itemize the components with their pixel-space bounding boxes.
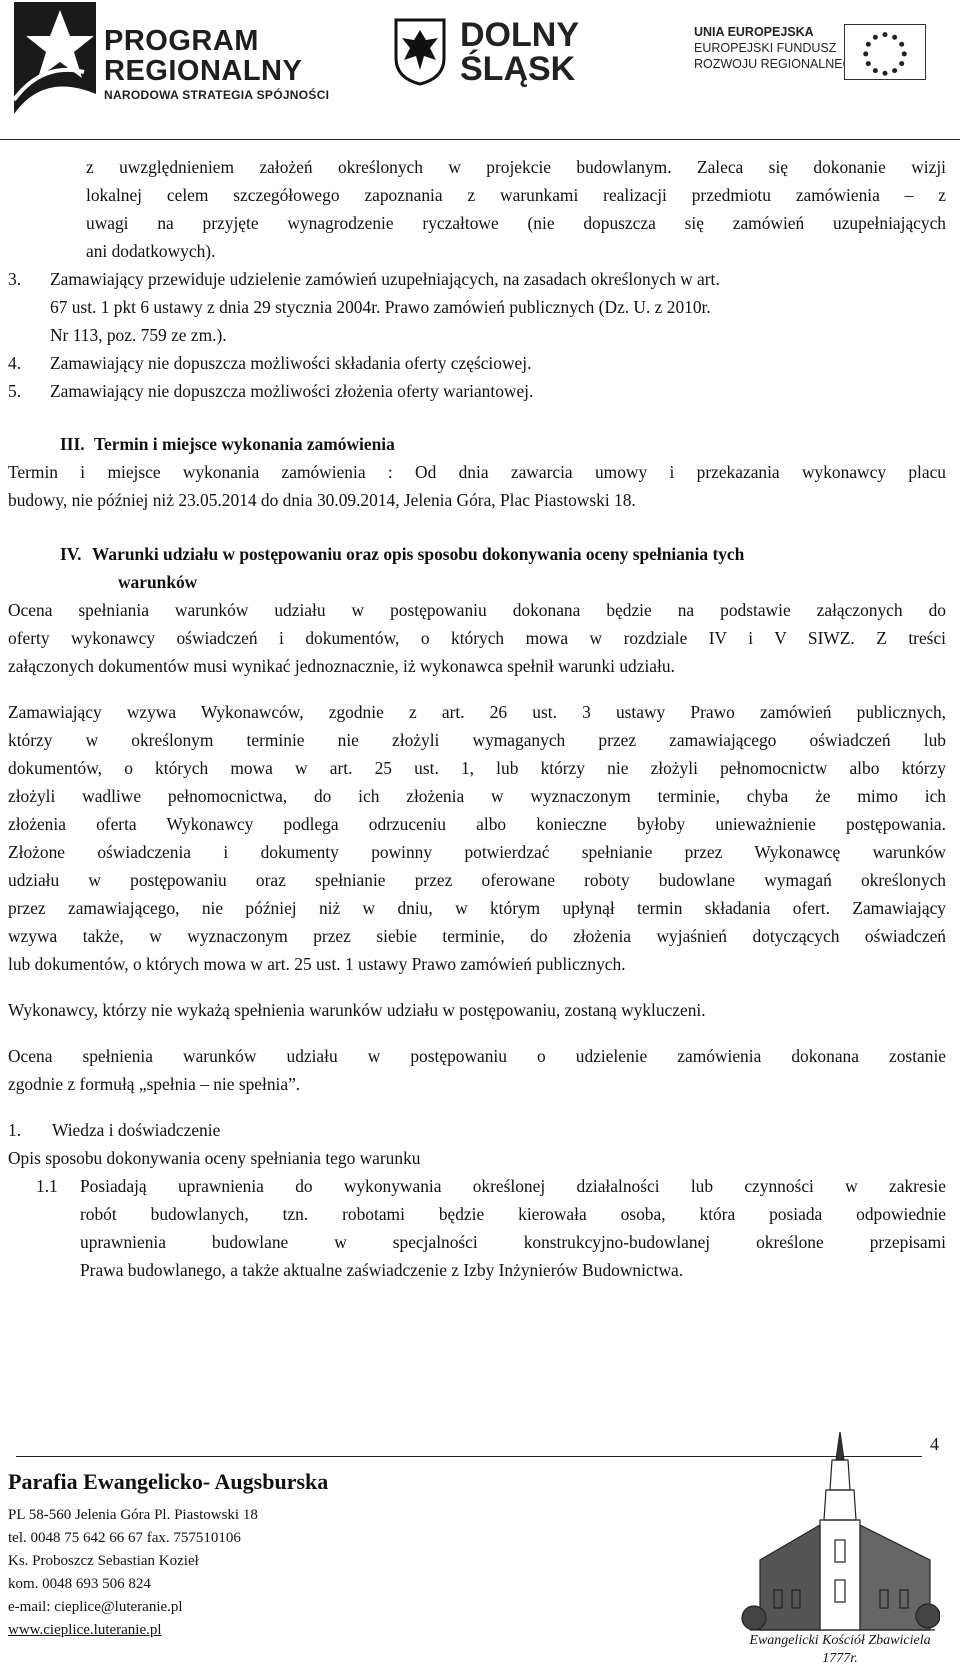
- text-line: Posiadają uprawnienia do wykonywania określonej działalności lub czynności w zakresie: [80, 1176, 946, 1196]
- header-divider: [0, 139, 960, 140]
- list-number: 1.1: [36, 1176, 58, 1196]
- parish-priest: Ks. Proboszcz Sebastian Kozieł: [8, 1553, 199, 1569]
- parish-phone: tel. 0048 75 642 66 67 fax. 757510106: [8, 1530, 241, 1546]
- program-regionalny-logo: [14, 2, 344, 114]
- dolny-label: DOLNY: [460, 16, 579, 54]
- parish-mobile: kom. 0048 693 506 824: [8, 1576, 151, 1592]
- text-line: załączonych dokumentów musi wynikać jednoznacznie, iż wykonawca spełnił warunki udziału.: [8, 656, 675, 676]
- text-line: którzy w określonym terminie nie złożyli wymaganych przez zamawiającego oświadczeń lub: [8, 730, 946, 750]
- text-line: robót budowlanych, tzn. robotami będzie kierowała osoba, która posiada odpowiednie: [80, 1204, 946, 1224]
- page-header: [0, 0, 960, 140]
- program-label: PROGRAM: [104, 25, 259, 57]
- text-line: oferty wykonawcy oświadczeń i dokumentów, o których mowa w rozdziale IV i V SIWZ. Z treści: [8, 628, 946, 648]
- text-line: Opis sposobu dokonywania oceny spełniania tego warunku: [8, 1148, 421, 1168]
- text-line: Wykonawcy, którzy nie wykażą spełnienia warunków udziału w postępowaniu, zostaną wykluczeni.: [8, 1000, 706, 1020]
- list-number: 1.: [8, 1120, 22, 1140]
- text-line: Prawa budowlanego, a także aktualne zaświadczenie z Izby Inżynierów Budownictwa.: [80, 1260, 684, 1280]
- eagle-crest-icon: [394, 18, 446, 86]
- parish-website-link[interactable]: www.cieplice.luteranie.pl: [8, 1622, 162, 1638]
- parish-name: Parafia Ewangelicko- Augsburska: [8, 1469, 329, 1494]
- text-line: Ocena spełnienia warunków udziału w postępowaniu o udzielenie zamówienia dokonana zostanie: [8, 1046, 946, 1066]
- text-line: Zamawiający przewiduje udzielenie zamówień uzupełniających, na zasadach określonych w art.: [50, 269, 720, 289]
- slask-label: ŚLĄSK: [460, 50, 576, 88]
- text-line: przez zamawiającego, nie później niż w dniu, w którym upłynął termin składania ofert. Zamawiający: [8, 898, 946, 918]
- parish-email[interactable]: e-mail: cieplice@luteranie.pl: [8, 1599, 183, 1615]
- parish-address: PL 58-560 Jelenia Góra Pl. Piastowski 18: [8, 1507, 258, 1523]
- church-caption: [740, 1632, 940, 1668]
- efrr-label-2: ROZWOJU REGIONALNEGO: [694, 57, 863, 71]
- text-line: Ocena spełniania warunków udziału w postępowaniu dokonana będzie na podstawie załączonych do: [8, 600, 946, 620]
- text-line: Złożone oświadczenia i dokumenty powinny potwierdzać spełnianie przez Wykonawcę warunków: [8, 842, 946, 862]
- efrr-label-1: EUROPEJSKI FUNDUSZ: [694, 41, 837, 55]
- text-line: zgodnie z formułą „spełnia – nie spełnia”.: [8, 1074, 301, 1094]
- list-number: 4.: [8, 353, 22, 373]
- section-title: Warunki udziału w postępowaniu oraz opis sposobu dokonywania oceny spełniania tych: [92, 544, 745, 564]
- section-title: warunków: [118, 572, 198, 592]
- text-line: 67 ust. 1 pkt 6 ustawy z dnia 29 stycznia 2004r. Prawo zamówień publicznych (Dz. U. z 2010r.: [50, 297, 711, 317]
- nss-label: NARODOWA STRATEGIA SPÓJNOŚCI: [104, 88, 330, 102]
- list-number: 5.: [8, 381, 22, 401]
- dolny-slask-logo: [394, 18, 604, 88]
- text-line: uprawnienia budowlane w specjalności konstrukcyjno-budowlanej określone przepisami: [80, 1232, 946, 1252]
- eu-flag-icon: [844, 24, 926, 80]
- text-line: Zamawiający nie dopuszcza możliwości złożenia oferty wariantowej.: [50, 381, 534, 401]
- text-line: lub dokumentów, o których mowa w art. 25 ust. 1 ustawy Prawo zamówień publicznych.: [8, 954, 626, 974]
- text-line: złożyli wadliwe pełnomocnictwa, do ich złożenia w wyznaczonym terminie, chyba że mimo ich: [8, 786, 946, 806]
- text-line: ani dodatkowych).: [86, 241, 216, 261]
- text-line: Nr 113, poz. 759 ze zm.).: [50, 325, 227, 345]
- section-number: IV.: [60, 544, 82, 564]
- list-number: 3.: [8, 269, 22, 289]
- text-line: Zamawiający wzywa Wykonawców, zgodnie z art. 26 ust. 3 ustawy Prawo zamówień publicznych,: [8, 702, 946, 722]
- text-line: Zamawiający nie dopuszcza możliwości składania oferty częściowej.: [50, 353, 532, 373]
- footer-contact: [8, 1464, 328, 1642]
- text-line: Termin i miejsce wykonania zamówienia : Od dnia zawarcia umowy i przekazania wykonawcy placu: [8, 462, 946, 482]
- subsection-title: Wiedza i doświadczenie: [52, 1120, 221, 1140]
- regionalny-label: REGIONALNY: [104, 55, 303, 87]
- section-title: Termin i miejsce wykonania zamówienia: [94, 434, 395, 454]
- text-line: z uwzględnieniem założeń określonych w projekcie budowlanym. Zaleca się dokonanie wizji: [86, 157, 946, 177]
- text-line: złożenia oferta Wykonawcy podlega odrzuceniu albo konieczne byłoby unieważnienie postępowania.: [8, 814, 946, 834]
- text-line: lokalnej celem szczegółowego zapoznania z warunkami realizacji przedmiotu zamówienia – z: [86, 185, 946, 205]
- text-line: budowy, nie później niż 23.05.2014 do dnia 30.09.2014, Jelenia Góra, Plac Piastowski 18.: [8, 490, 636, 510]
- program-regionalny-star-icon: [14, 2, 96, 114]
- page-number: 4: [930, 1434, 939, 1454]
- text-line: uwagi na przyjęte wynagrodzenie ryczałtowe (nie dopuszcza się zamówień uzupełniających: [86, 213, 946, 233]
- church-caption-name: Ewangelicki Kościół Zbawiciela: [749, 1633, 931, 1648]
- church-caption-year: 1777r.: [822, 1651, 858, 1666]
- text-line: udziału w postępowaniu oraz spełnianie przez oferowane roboty budowlane wymagań określonych: [8, 870, 946, 890]
- eu-logo: [694, 24, 934, 84]
- ue-label: UNIA EUROPEJSKA: [694, 25, 814, 39]
- text-line: wzywa także, w wyznaczonym przez siebie terminie, do złożenia wyjaśnień dotyczących oświadczeń: [8, 926, 946, 946]
- text-line: dokumentów, o których mowa w art. 25 ust. 1, lub którzy nie złożyli pełnomocnictw albo którzy: [8, 758, 946, 778]
- section-number: III.: [60, 434, 85, 454]
